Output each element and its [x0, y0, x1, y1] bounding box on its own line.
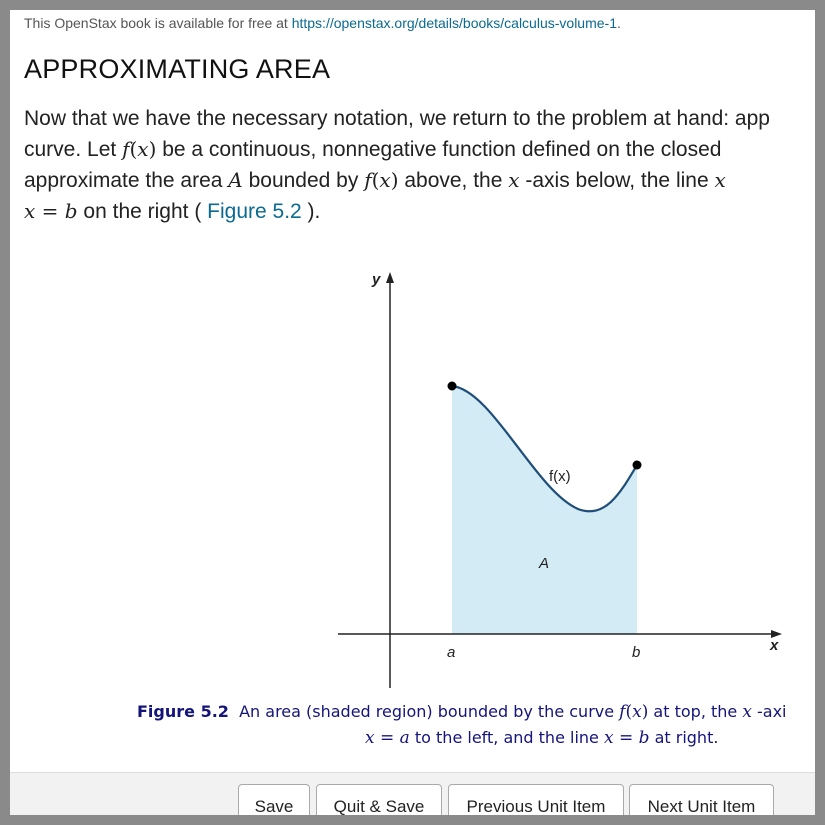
shaded-region-A	[452, 386, 637, 634]
content-frame	[10, 10, 815, 815]
paragraph-line-3: approximate the area A bounded by f(x) above, the x -axis below, the line x	[24, 168, 726, 192]
math-A: A	[228, 168, 243, 192]
curve-endpoint-a	[448, 382, 457, 391]
tick-label-b: b	[632, 644, 641, 661]
bottom-toolbar	[10, 772, 815, 815]
tick-label-a: a	[447, 644, 456, 661]
y-axis-arrow	[386, 272, 394, 283]
section-heading: APPROXIMATING AREA	[24, 54, 331, 84]
caption-label: Figure 5.2	[137, 702, 229, 721]
figure-5-2-link[interactable]: Figure 5.2	[207, 200, 302, 223]
region-label-A: A	[539, 555, 550, 572]
x-axis-label: x	[770, 637, 779, 654]
book-link[interactable]: https://openstax.org/details/books/calculus-volume-1	[291, 15, 617, 31]
figure-5-2-graph	[10, 10, 815, 710]
paragraph-line-1: Now that we have the necessary notation, we return to the problem at hand: app	[24, 107, 770, 130]
quit-save-button[interactable]: Quit & Save	[316, 784, 442, 815]
save-button[interactable]: Save	[238, 784, 310, 815]
figure-caption: Figure 5.2 An area (shaded region) bounded by the curve f(x) at top, the x -axi x = a to the left, and the line x = b at right.	[137, 702, 787, 748]
previous-unit-item-button[interactable]: Previous Unit Item	[448, 784, 624, 815]
curve-label: f(x)	[549, 468, 571, 485]
next-unit-item-button[interactable]: Next Unit Item	[629, 784, 774, 815]
curve-endpoint-b	[633, 461, 642, 470]
math-f: f	[122, 137, 130, 161]
paragraph-line-4: x = b on the right ( Figure 5.2 ).	[24, 199, 321, 223]
paragraph-line-2: curve. Let f(x) be a continuous, nonnegative function defined on the closed	[24, 137, 722, 161]
y-axis-label: y	[372, 271, 381, 288]
caption-line-2: x = a to the left, and the line x = b at right.	[365, 728, 719, 748]
availability-notice: This OpenStax book is available for free at https://openstax.org/details/books/calculus-volume-1.	[24, 15, 621, 31]
